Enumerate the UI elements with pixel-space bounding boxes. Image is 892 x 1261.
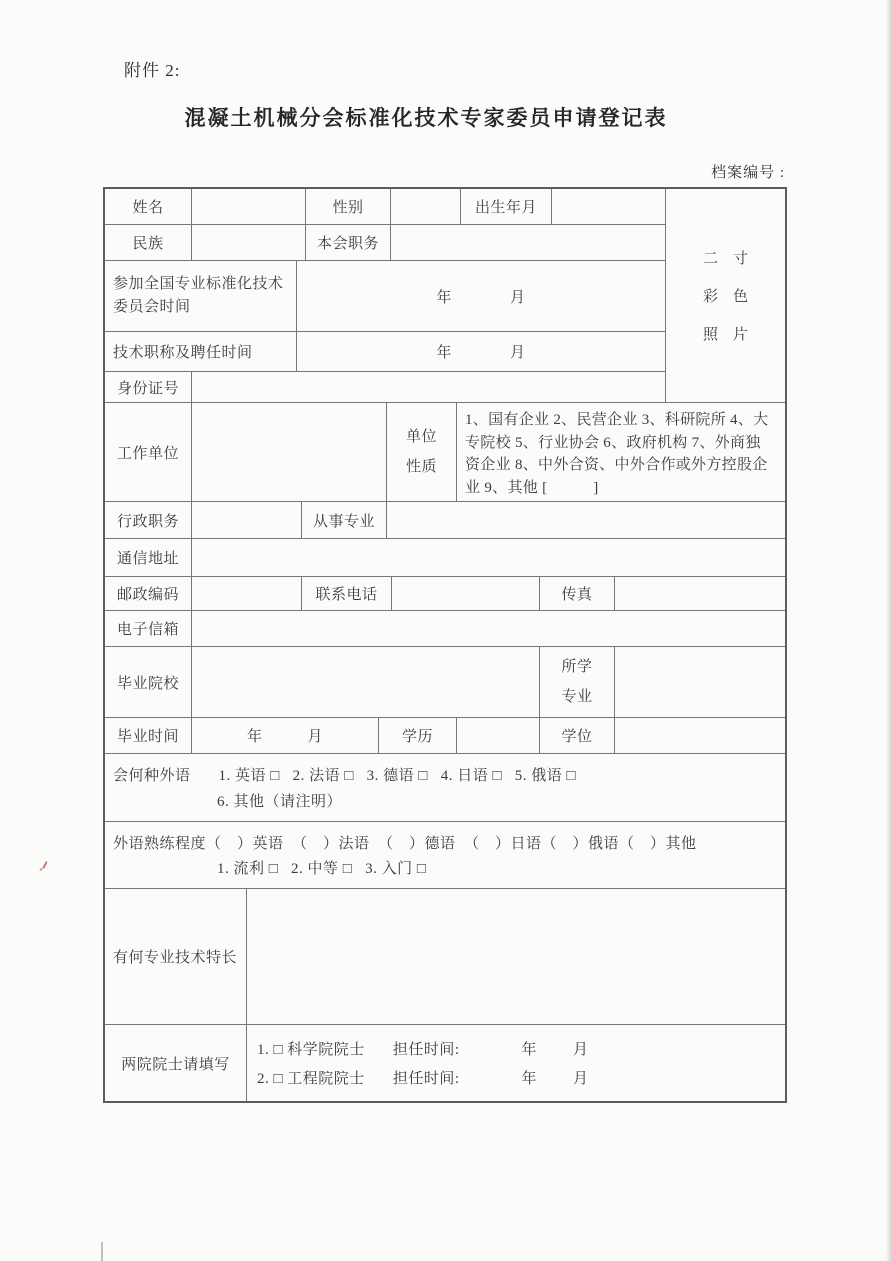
unit-nature-label — [387, 403, 457, 501]
row-mailing-address — [105, 539, 785, 577]
foreign-languages-options: 1. 英语 □ 2. 法语 □ 3. 德语 □ 4. 日语 □ 5. 俄语 □ — [218, 768, 577, 785]
scan-red-mark — [42, 861, 48, 869]
language-proficiency-line2 — [217, 857, 777, 878]
year-label: 年 — [521, 1070, 537, 1087]
attachment-label: 附件 2: — [124, 61, 181, 80]
ethnicity-value-cell — [192, 225, 306, 260]
id-number-value-cell — [192, 372, 665, 402]
gender-value-cell — [391, 189, 461, 224]
committee-time-label — [105, 261, 297, 331]
degree-label: 学位 — [540, 718, 615, 753]
month-label: 月 — [510, 289, 526, 306]
foreign-languages-line1 — [113, 764, 777, 785]
graduation-time-label: 毕业时间 — [105, 718, 192, 753]
language-proficiency-line1 — [113, 832, 777, 853]
scan-red-mark-small — [39, 868, 42, 872]
unit-nature-options: 1、国有企业 2、民营企业 3、科研院所 4、大专院校 5、行业协会 6、政府机构 7、外商独资企业 8、中外合资、中外合作或外方控股企业 9、其他 [ ] — [465, 412, 769, 496]
month-label: 月 — [573, 1070, 589, 1087]
profession-label: 从事专业 — [302, 502, 387, 538]
year-label: 年 — [521, 1042, 537, 1059]
photo-text-line3: 照 片 — [702, 327, 748, 343]
committee-time-label-line2: 委员会时间 — [113, 299, 191, 315]
row-name-gender-birth — [105, 189, 665, 225]
month-label: 月 — [510, 345, 526, 361]
foreign-languages-line2 — [217, 790, 777, 811]
technical-specialty-label: 有何专业技术特长 — [105, 889, 247, 1024]
email-label: 电子信箱 — [105, 611, 192, 646]
name-label: 姓名 — [105, 189, 192, 224]
row-work-unit — [105, 403, 785, 502]
postal-code-label: 邮政编码 — [105, 577, 192, 610]
unit-nature-label-line1: 单位 — [405, 429, 437, 445]
tenure-time-label: 担任时间: — [392, 1070, 460, 1087]
scan-edge-shadow — [886, 0, 892, 1261]
major-label-line1: 所学 — [561, 659, 593, 675]
row-language-proficiency — [105, 822, 785, 889]
major-value-cell — [615, 647, 785, 717]
work-unit-value-cell — [192, 403, 387, 501]
graduate-school-label: 毕业院校 — [105, 647, 192, 717]
major-label-line2: 专业 — [561, 689, 593, 705]
year-label: 年 — [436, 345, 452, 361]
admin-position-label: 行政职务 — [105, 502, 192, 538]
committee-time-value-cell — [297, 261, 665, 331]
registration-form-table — [103, 187, 787, 1103]
degree-value-cell — [615, 718, 785, 753]
language-proficiency-cell — [105, 822, 785, 888]
academician-line2 — [257, 1067, 777, 1088]
tenure-time-label: 担任时间: — [392, 1042, 460, 1059]
row-ethnic-assoc — [105, 225, 665, 261]
row-graduate-school — [105, 647, 785, 718]
science-academician-checkbox-item: 1. □ 科学院院士 — [257, 1042, 365, 1059]
academician-label: 两院院士请填写 — [105, 1025, 247, 1101]
file-number-label: 档案编号 : — [711, 165, 785, 181]
email-value-cell — [192, 611, 785, 646]
row-committee-join-time — [105, 261, 665, 332]
language-proficiency-languages: （ ）英语 （ ）法语 （ ）德语 （ ）日语（ ）俄语（ ）其他 — [206, 836, 697, 852]
form-title: 混凝土机械分会标准化技术专家委员申请登记表 — [184, 106, 668, 130]
fax-label: 传真 — [540, 577, 615, 610]
scan-bottom-left-line — [101, 1242, 103, 1261]
id-number-label: 身份证号 — [105, 372, 192, 402]
committee-time-label-line1: 参加全国专业标准化技术 — [113, 276, 284, 292]
assoc-position-label: 本会职务 — [306, 225, 391, 260]
fax-value-cell — [615, 577, 785, 610]
assoc-position-value-cell — [391, 225, 665, 260]
photo-placeholder-cell — [665, 189, 785, 403]
mailing-address-value-cell — [192, 539, 785, 576]
admin-position-value-cell — [192, 502, 302, 538]
language-proficiency-label: 外语熟练程度 — [113, 836, 207, 852]
foreign-languages-other: 6. 其他（请注明） — [217, 793, 343, 810]
foreign-languages-label: 会何种外语 — [113, 768, 191, 785]
photo-text-line1: 二 寸 — [702, 251, 748, 267]
row-postal-phone-fax — [105, 577, 785, 611]
birth-label: 出生年月 — [461, 189, 552, 224]
foreign-languages-cell — [105, 754, 785, 821]
name-value-cell — [192, 189, 306, 224]
academician-line1 — [257, 1038, 777, 1059]
education-label: 学历 — [379, 718, 457, 753]
academician-content-cell — [247, 1025, 785, 1101]
month-label: 月 — [573, 1042, 589, 1059]
postal-code-value-cell — [192, 577, 302, 610]
unit-nature-label-line2: 性质 — [405, 459, 437, 475]
gender-label: 性别 — [306, 189, 391, 224]
phone-value-cell — [392, 577, 540, 610]
language-proficiency-levels: 1. 流利 □ 2. 中等 □ 3. 入门 □ — [217, 861, 427, 877]
birth-value-cell — [552, 189, 665, 224]
year-label: 年 — [436, 289, 452, 306]
work-unit-label: 工作单位 — [105, 403, 192, 501]
engineering-academician-checkbox-item: 2. □ 工程院院士 — [257, 1070, 365, 1087]
row-technical-title — [105, 332, 665, 372]
profession-value-cell — [387, 502, 785, 538]
ethnicity-label: 民族 — [105, 225, 192, 260]
major-label — [540, 647, 615, 717]
row-email — [105, 611, 785, 647]
technical-specialty-value-cell — [247, 889, 785, 1024]
row-foreign-languages — [105, 754, 785, 822]
row-academician — [105, 1025, 785, 1101]
row-id-number — [105, 372, 665, 403]
technical-title-value-cell — [297, 332, 665, 371]
photo-text-line2: 彩 色 — [702, 289, 748, 305]
mailing-address-label: 通信地址 — [105, 539, 192, 576]
year-label: 年 — [246, 729, 263, 745]
row-graduation-time — [105, 718, 785, 754]
row-technical-specialty — [105, 889, 785, 1025]
education-value-cell — [457, 718, 540, 753]
graduation-time-value-cell — [192, 718, 379, 753]
phone-label: 联系电话 — [302, 577, 392, 610]
row-admin-profession — [105, 502, 785, 539]
graduate-school-value-cell — [192, 647, 540, 717]
technical-title-label: 技术职称及聘任时间 — [105, 332, 297, 371]
month-label: 月 — [307, 729, 324, 745]
